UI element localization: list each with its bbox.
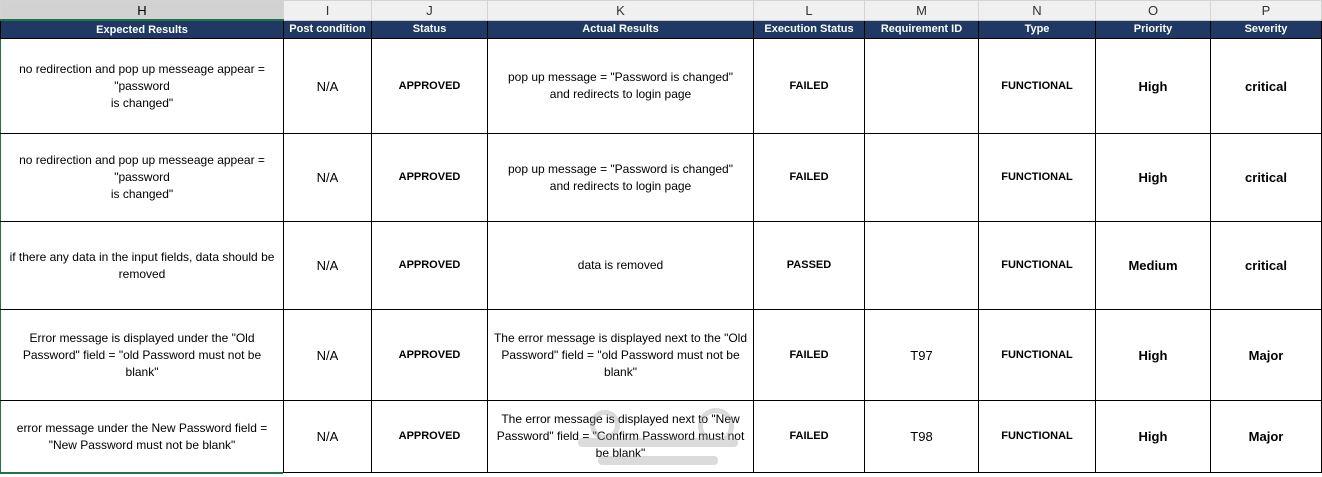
cell-text: The error message is displayed next to the "Old Password" field = "old Password must not be blank" — [493, 330, 748, 379]
cell-text: no redirection and pop up messeage appear = "password is changed" — [19, 153, 265, 201]
cell-expected-results[interactable] — [1, 401, 284, 473]
cell-status[interactable]: APPROVED — [372, 39, 488, 134]
header-post-condition[interactable]: Post condition — [284, 20, 372, 39]
cell-execution-status[interactable]: FAILED — [754, 310, 865, 401]
cell-actual-results[interactable] — [488, 401, 754, 473]
cell-execution-status[interactable]: FAILED — [754, 401, 865, 473]
cell-text: data is removed — [577, 258, 664, 272]
cell-actual-results[interactable] — [488, 134, 754, 222]
cell-actual-results[interactable] — [488, 39, 754, 134]
cell-expected-results[interactable] — [1, 222, 284, 310]
cell-text: The error message is displayed next to "New Password" field = "Confirm Password must not be blank" — [496, 412, 745, 460]
header-expected-results[interactable]: Expected Results — [1, 20, 284, 39]
cell-text: error message under the New Password field = "New Password must not be blank" — [16, 420, 268, 452]
column-letter-p[interactable]: P — [1211, 1, 1322, 21]
column-letter-m[interactable]: M — [865, 1, 979, 21]
column-letter-o[interactable]: O — [1096, 1, 1211, 21]
header-status[interactable]: Status — [372, 20, 488, 39]
cell-requirement-id[interactable] — [865, 134, 979, 222]
cell-severity[interactable]: Major — [1211, 401, 1322, 473]
table-row — [1, 39, 1322, 134]
cell-status[interactable]: APPROVED — [372, 222, 488, 310]
header-execution-status[interactable]: Execution Status — [754, 20, 865, 39]
cell-severity[interactable]: critical — [1211, 39, 1322, 134]
cell-post-condition[interactable]: N/A — [284, 134, 372, 222]
cell-type[interactable]: FUNCTIONAL — [979, 134, 1096, 222]
cell-post-condition[interactable]: N/A — [284, 222, 372, 310]
cell-actual-results[interactable] — [488, 310, 754, 401]
cell-expected-results[interactable] — [1, 134, 284, 222]
column-letter-h[interactable]: H — [1, 1, 284, 21]
cell-priority[interactable]: High — [1096, 401, 1211, 473]
header-severity[interactable]: Severity — [1211, 20, 1322, 39]
header-requirement-id[interactable]: Requirement ID — [865, 20, 979, 39]
column-letter-n[interactable]: N — [979, 1, 1096, 21]
cell-text: no redirection and pop up messeage appear = "password is changed" — [19, 61, 265, 110]
cell-severity[interactable]: Major — [1211, 310, 1322, 401]
cell-text: Error message is displayed under the "Old Password" field = "old Password must not be blank" — [22, 330, 262, 379]
cell-requirement-id[interactable]: T97 — [865, 310, 979, 401]
cell-type[interactable]: FUNCTIONAL — [979, 39, 1096, 134]
cell-text: pop up message = "Password is changed" and redirects to login page — [508, 70, 733, 101]
cell-post-condition[interactable]: N/A — [284, 401, 372, 473]
cell-post-condition[interactable]: N/A — [284, 310, 372, 401]
cell-requirement-id[interactable] — [865, 222, 979, 310]
cell-severity[interactable]: critical — [1211, 134, 1322, 222]
header-actual-results[interactable]: Actual Results — [488, 20, 754, 39]
cell-expected-results[interactable] — [1, 39, 284, 134]
cell-expected-results[interactable] — [1, 310, 284, 401]
cell-priority[interactable]: Medium — [1096, 222, 1211, 310]
column-letter-k[interactable]: K — [488, 1, 754, 21]
cell-actual-results[interactable] — [488, 222, 754, 310]
table-row — [1, 310, 1322, 401]
cell-requirement-id[interactable]: T98 — [865, 401, 979, 473]
header-type[interactable]: Type — [979, 20, 1096, 39]
cell-type[interactable]: FUNCTIONAL — [979, 222, 1096, 310]
cell-priority[interactable]: High — [1096, 134, 1211, 222]
column-letter-row — [1, 1, 1322, 21]
table-row — [1, 222, 1322, 310]
cell-post-condition[interactable]: N/A — [284, 39, 372, 134]
cell-execution-status[interactable]: FAILED — [754, 39, 865, 134]
cell-status[interactable]: APPROVED — [372, 401, 488, 473]
cell-type[interactable]: FUNCTIONAL — [979, 310, 1096, 401]
cell-execution-status[interactable]: PASSED — [754, 222, 865, 310]
table-row — [1, 401, 1322, 473]
column-letter-i[interactable]: I — [284, 1, 372, 21]
cell-severity[interactable]: critical — [1211, 222, 1322, 310]
cell-priority[interactable]: High — [1096, 310, 1211, 401]
cell-text: pop up message = "Password is changed" and redirects to login page — [508, 161, 733, 193]
cell-status[interactable]: APPROVED — [372, 310, 488, 401]
cell-requirement-id[interactable] — [865, 39, 979, 134]
cell-type[interactable]: FUNCTIONAL — [979, 401, 1096, 473]
header-priority[interactable]: Priority — [1096, 20, 1211, 39]
cell-execution-status[interactable]: FAILED — [754, 134, 865, 222]
field-header-row — [1, 20, 1322, 39]
column-letter-j[interactable]: J — [372, 1, 488, 21]
cell-status[interactable]: APPROVED — [372, 134, 488, 222]
table-row — [1, 134, 1322, 222]
column-letter-l[interactable]: L — [754, 1, 865, 21]
cell-text: if there any data in the input fields, data should be removed — [9, 249, 275, 281]
selection-edge — [0, 472, 283, 474]
cell-priority[interactable]: High — [1096, 39, 1211, 134]
